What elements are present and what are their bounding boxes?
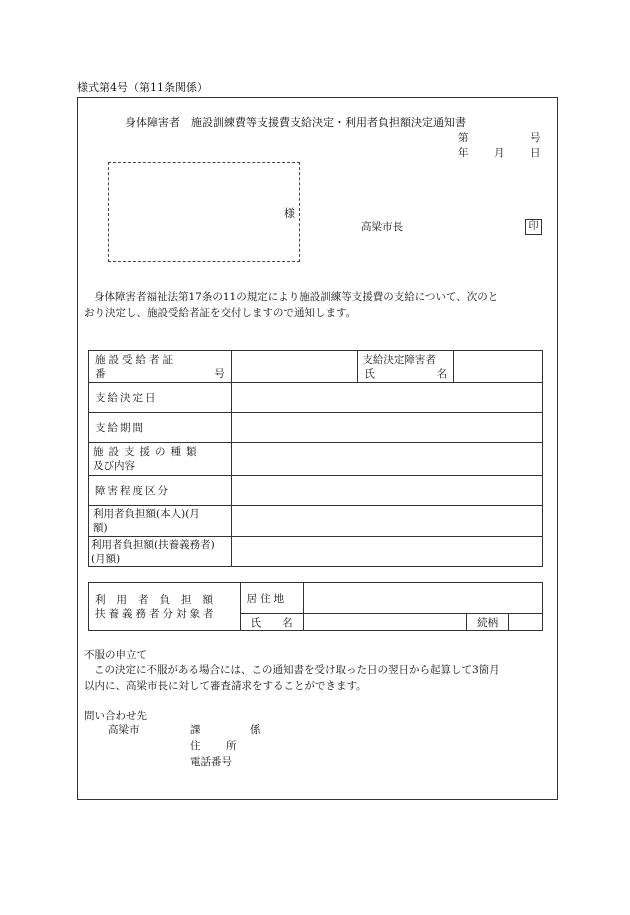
- date-year: 年: [458, 147, 469, 159]
- self-burden-field[interactable]: [231, 506, 542, 537]
- form-number: 様式第4号（第11条関係）: [77, 81, 208, 94]
- contact-phone: 電話番号: [190, 756, 232, 768]
- contact-section: 課: [190, 724, 201, 736]
- decision-date-field[interactable]: [231, 383, 542, 413]
- date-month: 月: [494, 147, 505, 159]
- contact-address-2: 所: [226, 740, 237, 752]
- service-type-label: 施設支援の種類 及び内容: [89, 443, 232, 476]
- supporter-burden-field[interactable]: [231, 537, 542, 567]
- objection-text-line1: この決定に不服がある場合には、この通知書を受け取った日の翌日から起算して3箇月: [94, 664, 500, 676]
- body-text-line1: 身体障害者福祉法第17条の11の規定により施設訓練等支援費の支給について、次のと: [94, 291, 499, 303]
- body-text-line2: おり決定し、施設受給者証を交付しますので通知します。: [84, 307, 357, 319]
- supporter-table: [88, 582, 543, 631]
- recipient-honorific: 様: [284, 207, 295, 220]
- supporter-target-label: 利用者負担額 扶養義務者分対象者: [89, 583, 241, 631]
- address-field[interactable]: [303, 583, 542, 614]
- supporter-burden-label: 利用者負担額(扶養義務者) (月額): [89, 537, 232, 567]
- self-burden-label: 利用者負担額(本人)(月 額): [89, 506, 232, 537]
- cert-number-field[interactable]: [231, 351, 358, 383]
- recipient-address-box[interactable]: [108, 162, 300, 262]
- disability-level-field[interactable]: [231, 476, 542, 506]
- decision-table: [88, 350, 543, 567]
- doc-number-go: 号: [530, 132, 541, 144]
- doc-number-dai: 第: [458, 132, 469, 144]
- objection-heading: 不服の申立て: [84, 649, 147, 661]
- period-field[interactable]: [231, 413, 542, 443]
- contact-subsection: 係: [250, 724, 261, 736]
- cert-number-label: 施設受給者証 番 号: [89, 351, 232, 383]
- date-day: 日: [530, 147, 541, 159]
- period-label: 支給期間: [89, 413, 232, 443]
- contact-city: 高梁市: [108, 724, 140, 736]
- address-label: 居住地: [240, 583, 303, 614]
- contact-address-1: 住: [190, 740, 201, 752]
- service-type-field[interactable]: [231, 443, 542, 476]
- issuer-name: 高梁市長: [361, 221, 403, 233]
- document-title: 身体障害者 施設訓練費等支援費支給決定・利用者負担額決定通知書: [125, 116, 466, 129]
- decision-person-label: 支給決定障害者 氏 名: [358, 351, 454, 383]
- relation-label: 続柄: [467, 614, 509, 631]
- relation-field[interactable]: [509, 614, 543, 631]
- decision-person-name-field[interactable]: [454, 351, 543, 383]
- objection-text-line2: 以内に、高梁市長に対して審査請求をすることができます。: [84, 680, 367, 692]
- decision-date-label: 支給決定日: [89, 383, 232, 413]
- name-label: 氏 名: [240, 614, 303, 631]
- contact-heading: 問い合わせ先: [84, 710, 147, 722]
- seal-mark: 印: [525, 219, 542, 235]
- name-field[interactable]: [303, 614, 467, 631]
- disability-level-label: 障害程度区分: [89, 476, 232, 506]
